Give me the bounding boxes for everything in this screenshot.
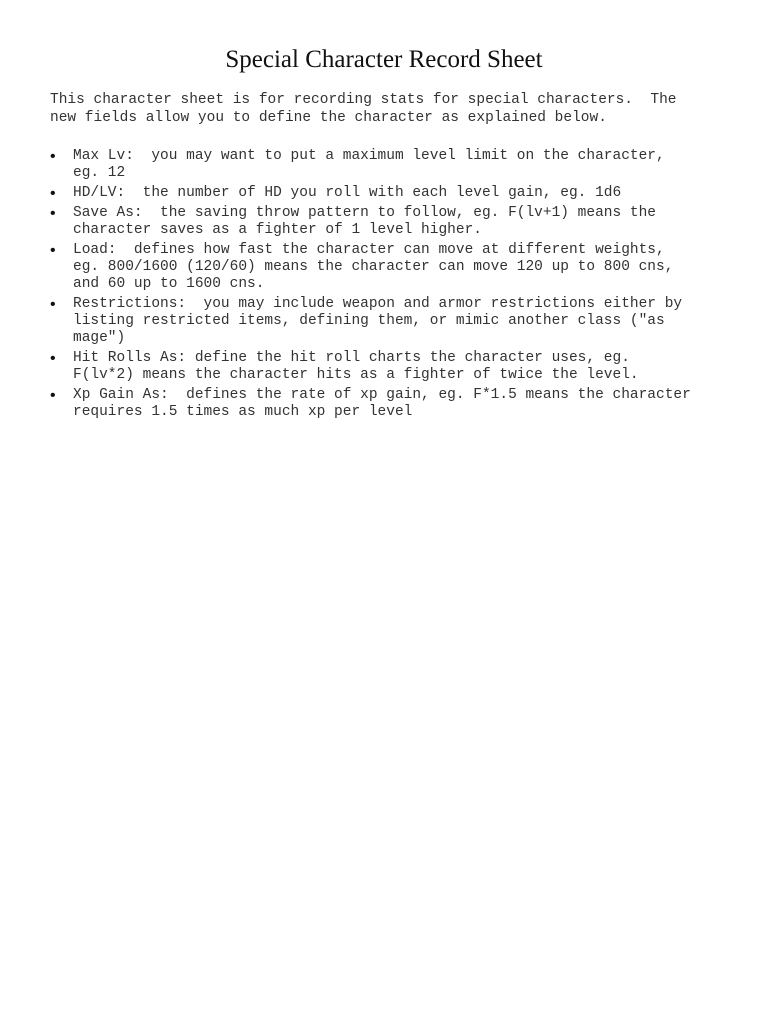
page-title: Special Character Record Sheet: [225, 46, 543, 73]
bullet-icon: •: [50, 242, 56, 259]
list-item: [50, 296, 750, 347]
intro-paragraph: This character sheet is for recording stats for special characters. The new fields allow you to define the character as explained below.: [50, 92, 677, 126]
list-item-text: Load: defines how fast the character can move at different weights, eg. 800/1600 (120/60) means the character can move 120 up to 800 cns, and 60 up to 1600 cns.: [73, 242, 674, 292]
bullet-icon: •: [50, 296, 56, 313]
list-item-text: Hit Rolls As: define the hit roll charts the character uses, eg. F(lv*2) means the character hits as a fighter of twice the level.: [73, 350, 639, 383]
list-item-text: Xp Gain As: defines the rate of xp gain, eg. F*1.5 means the character requires 1.5 times as much xp per level: [73, 387, 691, 420]
definitions-list: [50, 148, 750, 424]
list-item: [50, 205, 750, 239]
list-item: [50, 185, 750, 202]
bullet-icon: •: [50, 350, 56, 367]
list-item-text: HD/LV: the number of HD you roll with each level gain, eg. 1d6: [73, 185, 622, 201]
list-item: [50, 387, 750, 421]
list-item: [50, 148, 750, 182]
bullet-icon: •: [50, 185, 56, 202]
bullet-icon: •: [50, 148, 56, 165]
list-item: [50, 350, 750, 384]
bullet-icon: •: [50, 205, 56, 222]
list-item-text: Restrictions: you may include weapon and armor restrictions either by listing restricted items, defining them, or mimic another class ("as mage"): [73, 296, 683, 346]
list-item-text: Max Lv: you may want to put a maximum level limit on the character, eg. 12: [73, 148, 665, 181]
list-item-text: Save As: the saving throw pattern to follow, eg. F(lv+1) means the character saves as a fighter of 1 level higher.: [73, 205, 656, 238]
bullet-icon: •: [50, 387, 56, 404]
list-item: [50, 242, 750, 293]
